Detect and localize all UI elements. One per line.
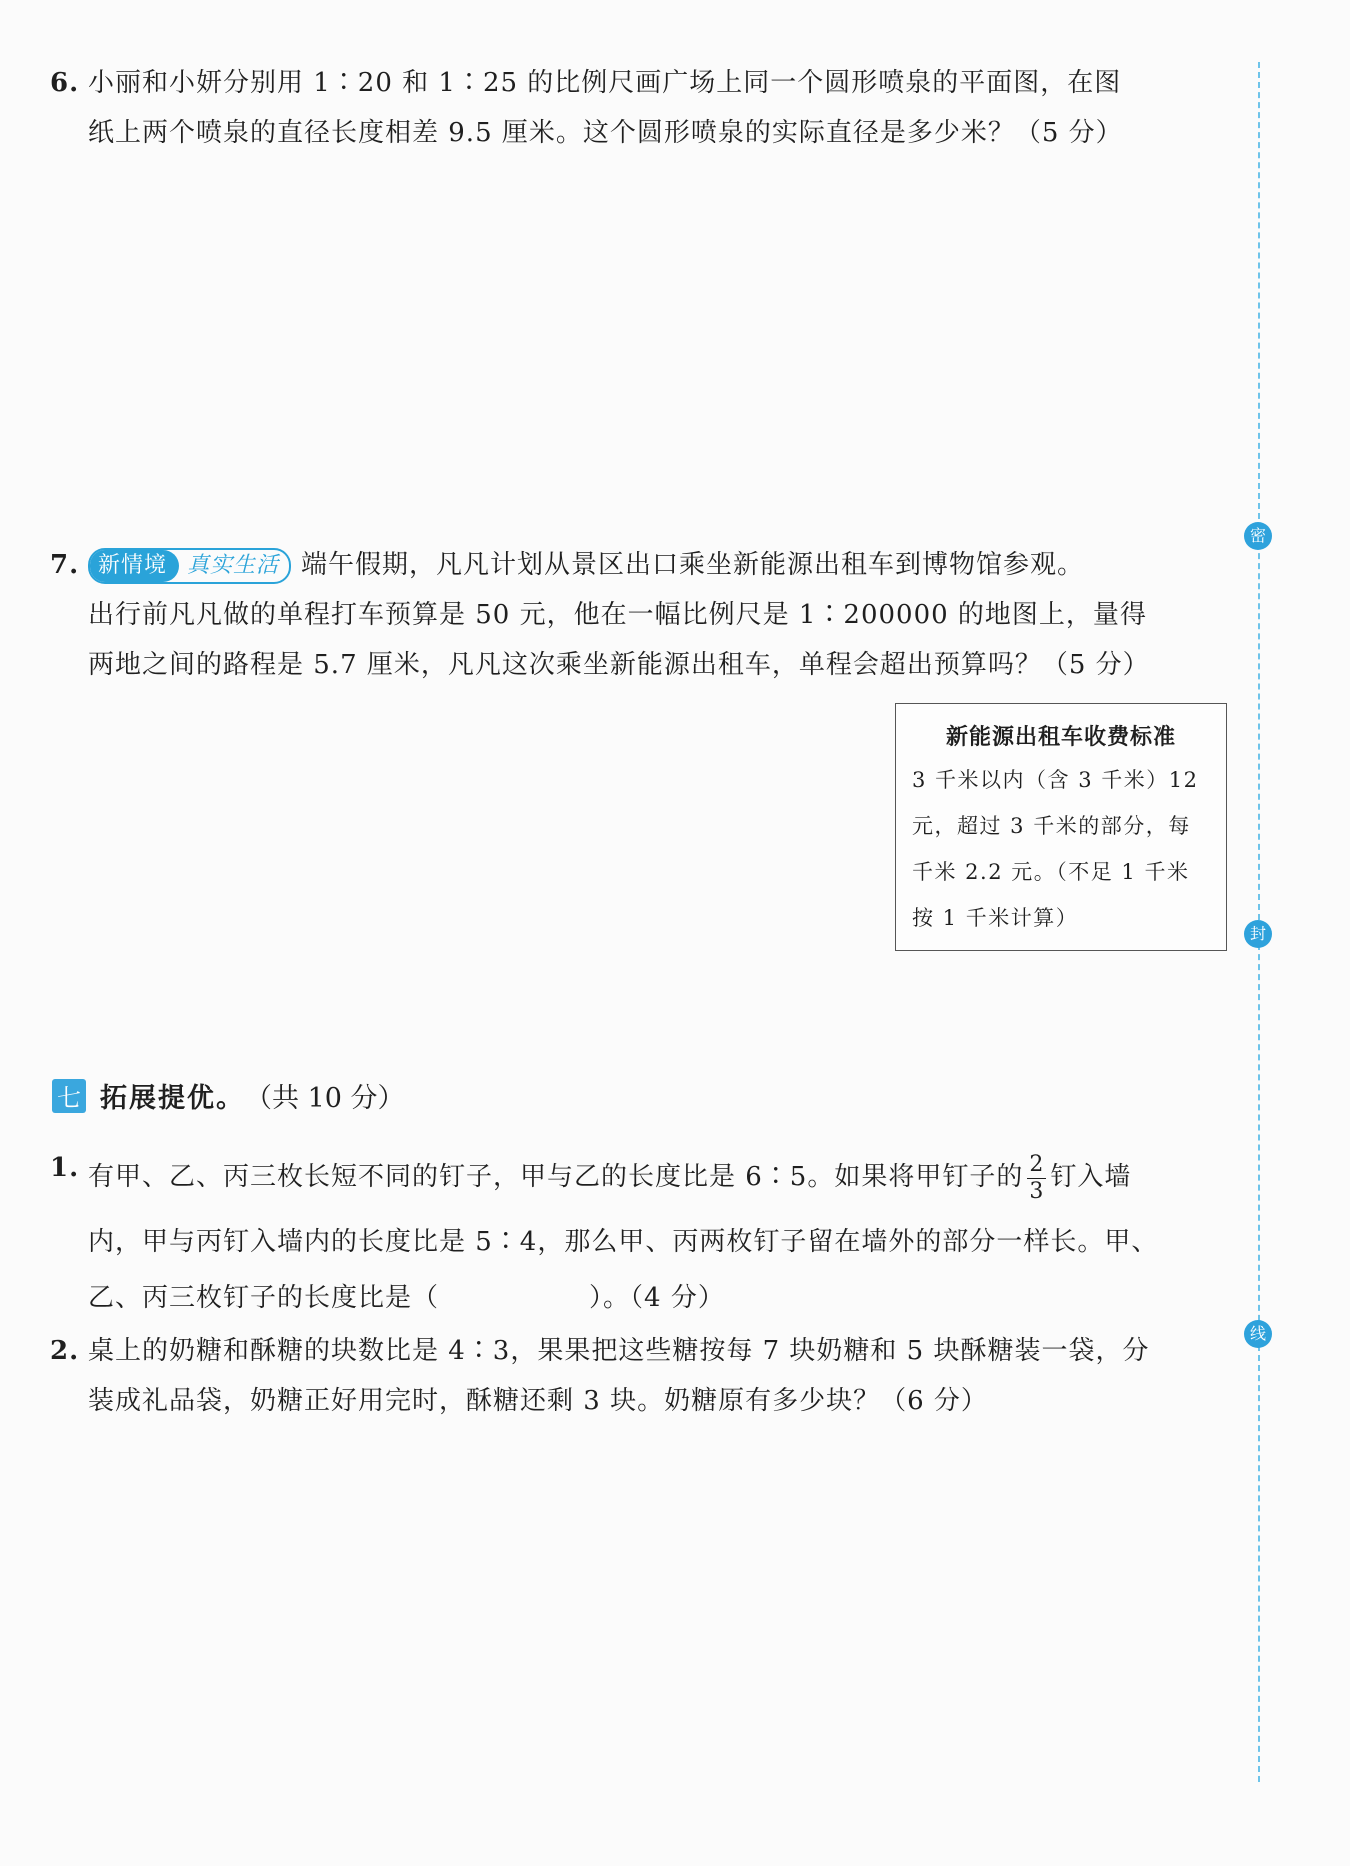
question-text: 有甲、乙、丙三枚长短不同的钉子，甲与乙的长度比是 6∶5。如果将甲钉子的 bbox=[88, 1162, 1024, 1192]
fee-box-body bbox=[896, 751, 1226, 941]
fee-box-line: 3 千米以内（含 3 千米）12 bbox=[912, 768, 1199, 792]
question-text-line: 纸上两个喷泉的直径长度相差 9.5 厘米。这个圆形喷泉的实际直径是多少米？（5 分） bbox=[88, 118, 1123, 148]
seal-mark: 密 bbox=[1244, 522, 1272, 550]
fee-box-line: 按 1 千米计算） bbox=[912, 906, 1079, 930]
seal-mark: 封 bbox=[1244, 920, 1272, 948]
fee-box-line: 千米 2.2 元。（不足 1 千米 bbox=[912, 860, 1190, 884]
question-text-line bbox=[50, 1270, 1230, 1326]
question-text: ）。（4 分） bbox=[589, 1283, 725, 1313]
question-text-line: 内，甲与丙钉入墙内的长度比是 5∶4，那么甲、丙两枚钉子留在墙外的部分一样长。甲、 bbox=[88, 1227, 1159, 1257]
fee-box-line: 元，超过 3 千米的部分，每 bbox=[912, 814, 1191, 838]
context-tag-sublabel: 真实生活 bbox=[187, 553, 280, 578]
context-tag-label: 新情境 bbox=[90, 550, 179, 582]
question-text-line: 两地之间的路程是 5.7 厘米，凡凡这次乘坐新能源出租车，单程会超出预算吗？（5 分） bbox=[88, 650, 1150, 680]
question-text-line: 出行前凡凡做的单程打车预算是 50 元，他在一幅比例尺是 1∶200000 的地图上，量得 bbox=[88, 600, 1147, 630]
question-text: 乙、丙三枚钉子的长度比是（ bbox=[88, 1283, 440, 1313]
question-number: 6. bbox=[50, 68, 80, 98]
question-6 bbox=[50, 58, 1230, 158]
fraction-denominator: 3 bbox=[1029, 1178, 1045, 1204]
question-number: 1. bbox=[50, 1153, 80, 1183]
extension-question-2 bbox=[50, 1326, 1230, 1426]
section-score: （共 10 分） bbox=[245, 1083, 405, 1114]
question-text-line bbox=[50, 540, 1230, 590]
seal-mark: 线 bbox=[1244, 1320, 1272, 1348]
question-text: 端午假期，凡凡计划从景区出口乘坐新能源出租车到博物馆参观。 bbox=[301, 550, 1085, 580]
question-text: 钉入墙 bbox=[1050, 1162, 1132, 1192]
fraction-numerator: 2 bbox=[1029, 1151, 1045, 1177]
fee-box-title: 新能源出租车收费标准 bbox=[945, 725, 1176, 750]
fee-standard-box bbox=[895, 703, 1227, 951]
question-number: 7. bbox=[50, 550, 80, 580]
question-text-line: 装成礼品袋，奶糖正好用完时，酥糖还剩 3 块。奶糖原有多少块？（6 分） bbox=[88, 1386, 988, 1416]
context-tag bbox=[88, 548, 291, 584]
question-text-line bbox=[50, 1140, 1230, 1214]
extension-question-1 bbox=[50, 1140, 1230, 1326]
section-heading bbox=[52, 1076, 405, 1115]
question-7 bbox=[50, 540, 1230, 690]
question-number: 2. bbox=[50, 1336, 80, 1366]
question-text-line: 小丽和小妍分别用 1∶20 和 1∶25 的比例尺画广场上同一个圆形喷泉的平面图，在图 bbox=[88, 68, 1122, 98]
section-title: 拓展提优。 bbox=[100, 1083, 245, 1114]
question-text-line: 桌上的奶糖和酥糖的块数比是 4∶3，果果把这些糖按每 7 块奶糖和 5 块酥糖装一袋，分 bbox=[88, 1336, 1150, 1366]
section-number-icon: 七 bbox=[52, 1079, 86, 1113]
fraction bbox=[1027, 1152, 1046, 1205]
